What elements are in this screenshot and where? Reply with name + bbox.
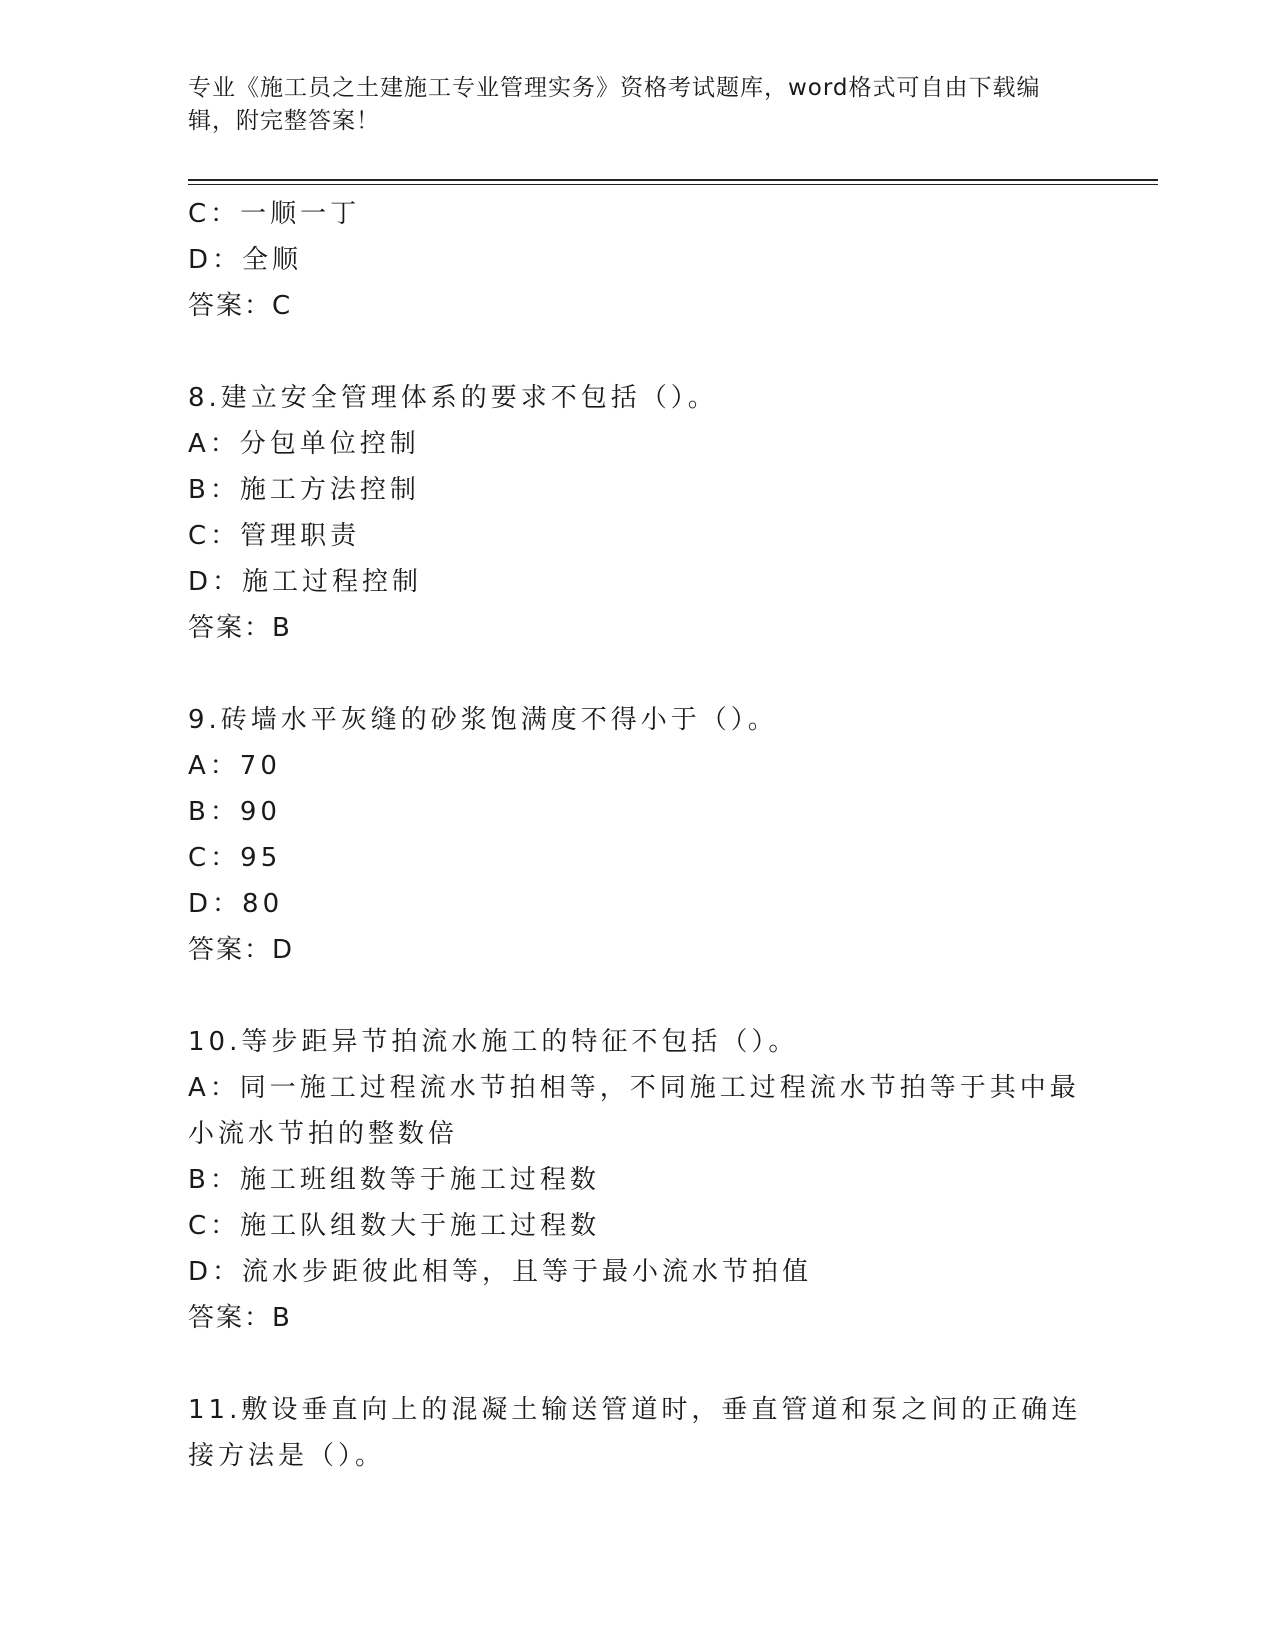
question-11 <box>188 1387 1088 1479</box>
option-b: B：90 <box>188 797 281 827</box>
option-d: D：全顺 <box>188 245 303 275</box>
question-10 <box>188 1019 1088 1341</box>
question-7-continued <box>188 191 1088 329</box>
option-a: A：分包单位控制 <box>188 429 420 459</box>
option-b: B：施工方法控制 <box>188 475 420 505</box>
answer: 答案：B <box>188 1303 292 1333</box>
answer: 答案：B <box>188 613 292 643</box>
header-divider-thick <box>188 179 1158 181</box>
spacer <box>188 329 1088 375</box>
spacer <box>188 1341 1088 1387</box>
question-8 <box>188 375 1088 651</box>
header-divider-thin <box>188 184 1158 185</box>
option-c: C：95 <box>188 843 282 873</box>
option-d: D：流水步距彼此相等，且等于最小流水节拍值 <box>188 1257 813 1287</box>
option-c: C：施工队组数大于施工过程数 <box>188 1211 601 1241</box>
option-d: D：80 <box>188 889 284 919</box>
answer: 答案：C <box>188 291 293 321</box>
option-d: D：施工过程控制 <box>188 567 423 597</box>
question-stem: 8.建立安全管理体系的要求不包括（）。 <box>188 383 718 413</box>
option-c: C：一顺一丁 <box>188 199 361 229</box>
spacer <box>188 973 1088 1019</box>
option-a: A：同一施工过程流水节拍相等，不同施工过程流水节拍等于其中最小流水节拍的整数倍 <box>188 1073 1080 1149</box>
spacer <box>188 651 1088 697</box>
option-c: C：管理职责 <box>188 521 361 551</box>
option-b: B：施工班组数等于施工过程数 <box>188 1165 600 1195</box>
question-stem: 10.等步距异节拍流水施工的特征不包括（）。 <box>188 1027 799 1057</box>
question-stem: 11.敷设垂直向上的混凝土输送管道时，垂直管道和泵之间的正确连接方法是（）。 <box>188 1395 1082 1471</box>
question-stem: 9.砖墙水平灰缝的砂浆饱满度不得小于（）。 <box>188 705 778 735</box>
question-list <box>188 191 1088 1479</box>
question-9 <box>188 697 1088 973</box>
answer: 答案：D <box>188 935 295 965</box>
option-a: A：70 <box>188 751 281 781</box>
document-header: 专业《施工员之土建施工专业管理实务》资格考试题库，word格式可自由下载编辑，附完整答案！ <box>188 75 1041 134</box>
